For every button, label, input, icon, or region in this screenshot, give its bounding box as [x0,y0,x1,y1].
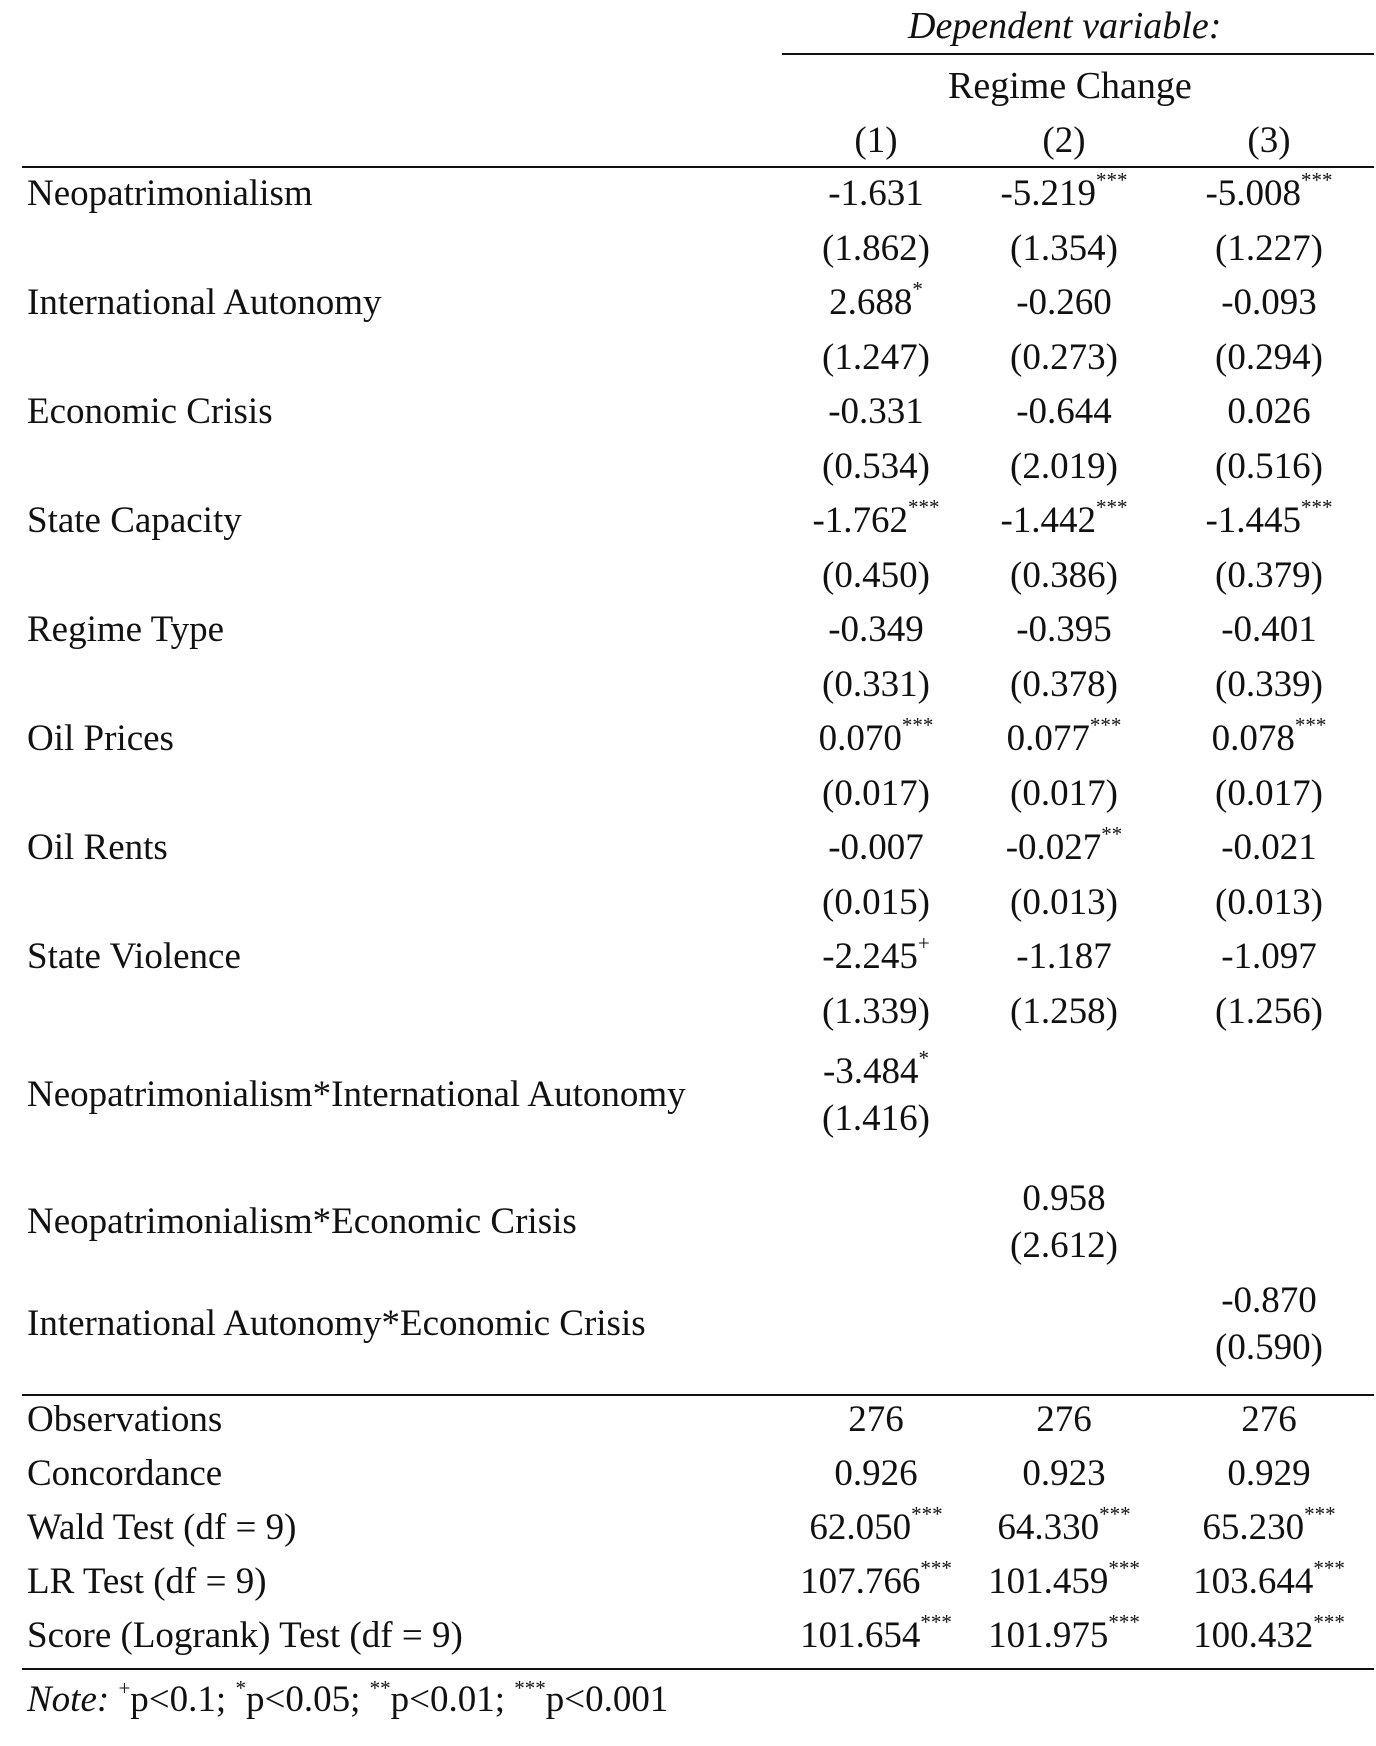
se-r0-c1: (1.354) [1010,227,1118,269]
coef-r1-c0-value: 2.688 [829,282,913,323]
stat-r0-c2 [1149,1398,1376,1441]
top-rule [22,166,1374,168]
interaction-coef-2 [1149,1279,1376,1322]
note-sym-2: * [235,1676,246,1700]
coef-r4-c0-value: -0.349 [828,609,924,650]
interaction-se-0: (1.416) [822,1098,930,1139]
se-r6-c1: (0.013) [1010,881,1118,923]
coef-r5-c1-value: 0.077 [1006,718,1090,759]
se-r3-c2: (0.379) [1215,554,1323,596]
se-r3-c1: (0.386) [1010,554,1118,596]
se-r5-c1: (0.017) [1010,772,1118,814]
stat-r1-c2-value: 0.929 [1227,1453,1311,1494]
stat-r2-c2-value: 65.230 [1202,1507,1305,1548]
stat-label-2: Wald Test (df = 9) [27,1507,297,1548]
stat-r4-c2-value: 100.432 [1193,1615,1314,1656]
coef-r2-c0-value: -0.331 [828,391,924,432]
stat-label-0: Observations [27,1399,223,1440]
se-r1-c2: (0.294) [1215,336,1323,378]
row-label-3: State Capacity [27,500,242,541]
stat-r4-c1 [944,1610,1184,1657]
row-label-4: Regime Type [27,609,225,650]
coef-r6-c0-value: -0.007 [828,827,924,868]
stat-r0-c2-value: 276 [1241,1399,1297,1440]
se-r2-c1: (2.019) [1010,445,1118,487]
se-r3-c0: (0.450) [822,554,930,596]
column-header-2: (2) [1042,120,1086,161]
stat-r1-c1 [944,1452,1184,1495]
stat-r4-c1-value: 101.975 [988,1615,1109,1656]
coef-r7-c1-value: -1.187 [1016,936,1112,977]
stat-r1-c2 [1149,1452,1376,1495]
interaction-coef-1-value: 0.958 [1022,1178,1106,1219]
stat-r2-c1-stars: *** [1099,1502,1131,1526]
coef-r2-c2 [1149,390,1376,433]
se-r4-c2: (0.339) [1215,663,1323,705]
coef-r0-c1-stars: *** [1096,168,1128,192]
stat-r3-c0-stars: *** [920,1556,952,1580]
coef-r0-c2 [1149,168,1376,215]
coef-r7-c2-value: -1.097 [1221,936,1317,977]
coef-r3-c1 [944,495,1184,542]
coef-r5-c2-stars: *** [1294,713,1327,737]
se-r4-c1: (0.378) [1010,663,1118,705]
se-r0-c0: (1.862) [822,227,930,269]
interaction-label-0: Neopatrimonialism*International Autonomy [27,1074,686,1115]
interaction-se-2: (0.590) [1215,1327,1323,1368]
stat-r1-c0-value: 0.926 [834,1453,918,1494]
se-r7-c1: (1.258) [1010,990,1118,1032]
interaction-se-1: (2.612) [1010,1225,1118,1266]
note-sym-4: *** [514,1676,546,1700]
stat-r2-c0-value: 62.050 [809,1507,912,1548]
stat-label-3: LR Test (df = 9) [27,1561,267,1602]
coef-r6-c1-stars: ** [1101,822,1123,846]
stat-r2-c1-value: 64.330 [997,1507,1100,1548]
coef-r5-c2 [1149,713,1376,760]
se-r1-c0: (1.247) [822,336,930,378]
coef-r1-c2-value: -0.093 [1221,282,1317,323]
coef-r5-c0-stars: *** [901,713,934,737]
coef-r0-c1-value: -5.219 [1000,173,1097,214]
interaction-coef-2-value: -0.870 [1221,1280,1317,1321]
stat-r4-c2-stars: *** [1313,1610,1345,1634]
row-label-6: Oil Rents [27,827,168,868]
coef-r0-c2-stars: *** [1301,168,1333,192]
stat-r0-c1-value: 276 [1036,1399,1092,1440]
row-label-7: State Violence [27,936,241,977]
coef-r6-c1 [944,822,1184,869]
stat-r4-c0-stars: *** [920,1610,952,1634]
note-sym-3: ** [369,1676,391,1700]
stat-r4-c2 [1149,1610,1376,1657]
note-text-1: p<0.1; [130,1679,227,1720]
significance-note [27,1678,668,1721]
coef-r6-c1-value: -0.027 [1005,827,1102,868]
column-header-1: (1) [854,120,898,161]
stat-r4-c0-value: 101.654 [800,1615,921,1656]
coef-r7-c1 [944,935,1184,978]
se-r0-c2: (1.227) [1215,227,1323,269]
interaction-coef-0-value: -3.484 [822,1051,919,1092]
row-label-2: Economic Crisis [27,391,273,432]
row-label-0: Neopatrimonialism [27,173,313,214]
se-r2-c2: (0.516) [1215,445,1323,487]
coef-r3-c1-value: -1.442 [1000,500,1097,541]
mid-rule [22,1394,1374,1396]
coef-r5-c1 [944,713,1184,760]
coef-r4-c2 [1149,608,1376,651]
dependent-variable-caption: Dependent variable: [908,5,1222,47]
stat-r3-c1-value: 101.459 [988,1561,1109,1602]
coef-r5-c2-value: 0.078 [1211,718,1295,759]
coef-r0-c2-value: -5.008 [1205,173,1302,214]
coef-r3-c1-stars: *** [1096,495,1128,519]
coef-r3-c2-stars: *** [1301,495,1333,519]
coef-r7-c0-stars: + [917,931,930,955]
stat-r2-c1 [944,1502,1184,1549]
interaction-coef-1 [944,1177,1184,1220]
se-r5-c2: (0.017) [1215,772,1323,814]
stat-label-1: Concordance [27,1453,223,1494]
se-r1-c1: (0.273) [1010,336,1118,378]
coef-r2-c2-value: 0.026 [1227,391,1311,432]
note-text-2: p<0.05; [245,1679,361,1720]
stat-r4-c1-stars: *** [1108,1610,1140,1634]
stat-r3-c2 [1149,1556,1376,1603]
se-r6-c0: (0.015) [822,881,930,923]
se-r6-c2: (0.013) [1215,881,1323,923]
coef-r6-c2 [1149,826,1376,869]
se-r2-c0: (0.534) [822,445,930,487]
coef-r2-c1-value: -0.644 [1016,391,1112,432]
column-header-3: (3) [1247,120,1291,161]
row-label-1: International Autonomy [27,282,382,323]
coef-r1-c0-stars: * [912,277,923,301]
stat-r2-c2 [1149,1502,1376,1549]
coef-r3-c2-value: -1.445 [1205,500,1302,541]
coef-r1-c2 [1149,281,1376,324]
interaction-coef-0 [756,1046,996,1093]
stat-r1-c1-value: 0.923 [1022,1453,1106,1494]
coef-r5-c1-stars: *** [1089,713,1122,737]
bottom-rule [22,1668,1374,1670]
se-r7-c2: (1.256) [1215,990,1323,1032]
coef-r3-c0-stars: *** [908,495,940,519]
stat-r3-c2-stars: *** [1313,1556,1345,1580]
interaction-label-1: Neopatrimonialism*Economic Crisis [27,1201,577,1242]
coef-r6-c2-value: -0.021 [1221,827,1317,868]
coef-r3-c0-value: -1.762 [812,500,909,541]
coef-r0-c0-value: -1.631 [828,173,924,214]
stat-r2-c2-stars: *** [1304,1502,1336,1526]
coef-r2-c1 [944,390,1184,433]
stat-r0-c1 [944,1398,1184,1441]
stat-label-4: Score (Logrank) Test (df = 9) [27,1615,463,1656]
dependent-variable-name: Regime Change [948,65,1192,107]
stat-r3-c1 [944,1556,1184,1603]
se-r7-c0: (1.339) [822,990,930,1032]
coef-r1-c1 [944,281,1184,324]
stat-r3-c0-value: 107.766 [800,1561,921,1602]
interaction-coef-0-stars: * [918,1046,930,1070]
coef-r3-c2 [1149,495,1376,542]
coef-r4-c1-value: -0.395 [1016,609,1112,650]
coef-r7-c2 [1149,935,1376,978]
header-rule-partial [782,53,1374,55]
se-r5-c0: (0.017) [822,772,930,814]
coef-r7-c0-value: -2.245 [822,936,918,977]
note-prefix: Note: [27,1679,110,1720]
coef-r0-c1 [944,168,1184,215]
stat-r3-c2-value: 103.644 [1193,1561,1314,1602]
coef-r1-c1-value: -0.260 [1016,282,1112,323]
stat-r0-c0-value: 276 [848,1399,904,1440]
stat-r3-c1-stars: *** [1108,1556,1140,1580]
note-sym-1: + [118,1676,131,1700]
stat-r2-c0-stars: *** [911,1502,943,1526]
note-text-4: p<0.001 [545,1679,669,1720]
se-r4-c0: (0.331) [822,663,930,705]
row-label-5: Oil Prices [27,718,174,759]
interaction-label-2: International Autonomy*Economic Crisis [27,1303,646,1344]
coef-r4-c2-value: -0.401 [1221,609,1317,650]
coef-r5-c0-value: 0.070 [818,718,902,759]
note-text-3: p<0.01; [390,1679,506,1720]
coef-r4-c1 [944,608,1184,651]
